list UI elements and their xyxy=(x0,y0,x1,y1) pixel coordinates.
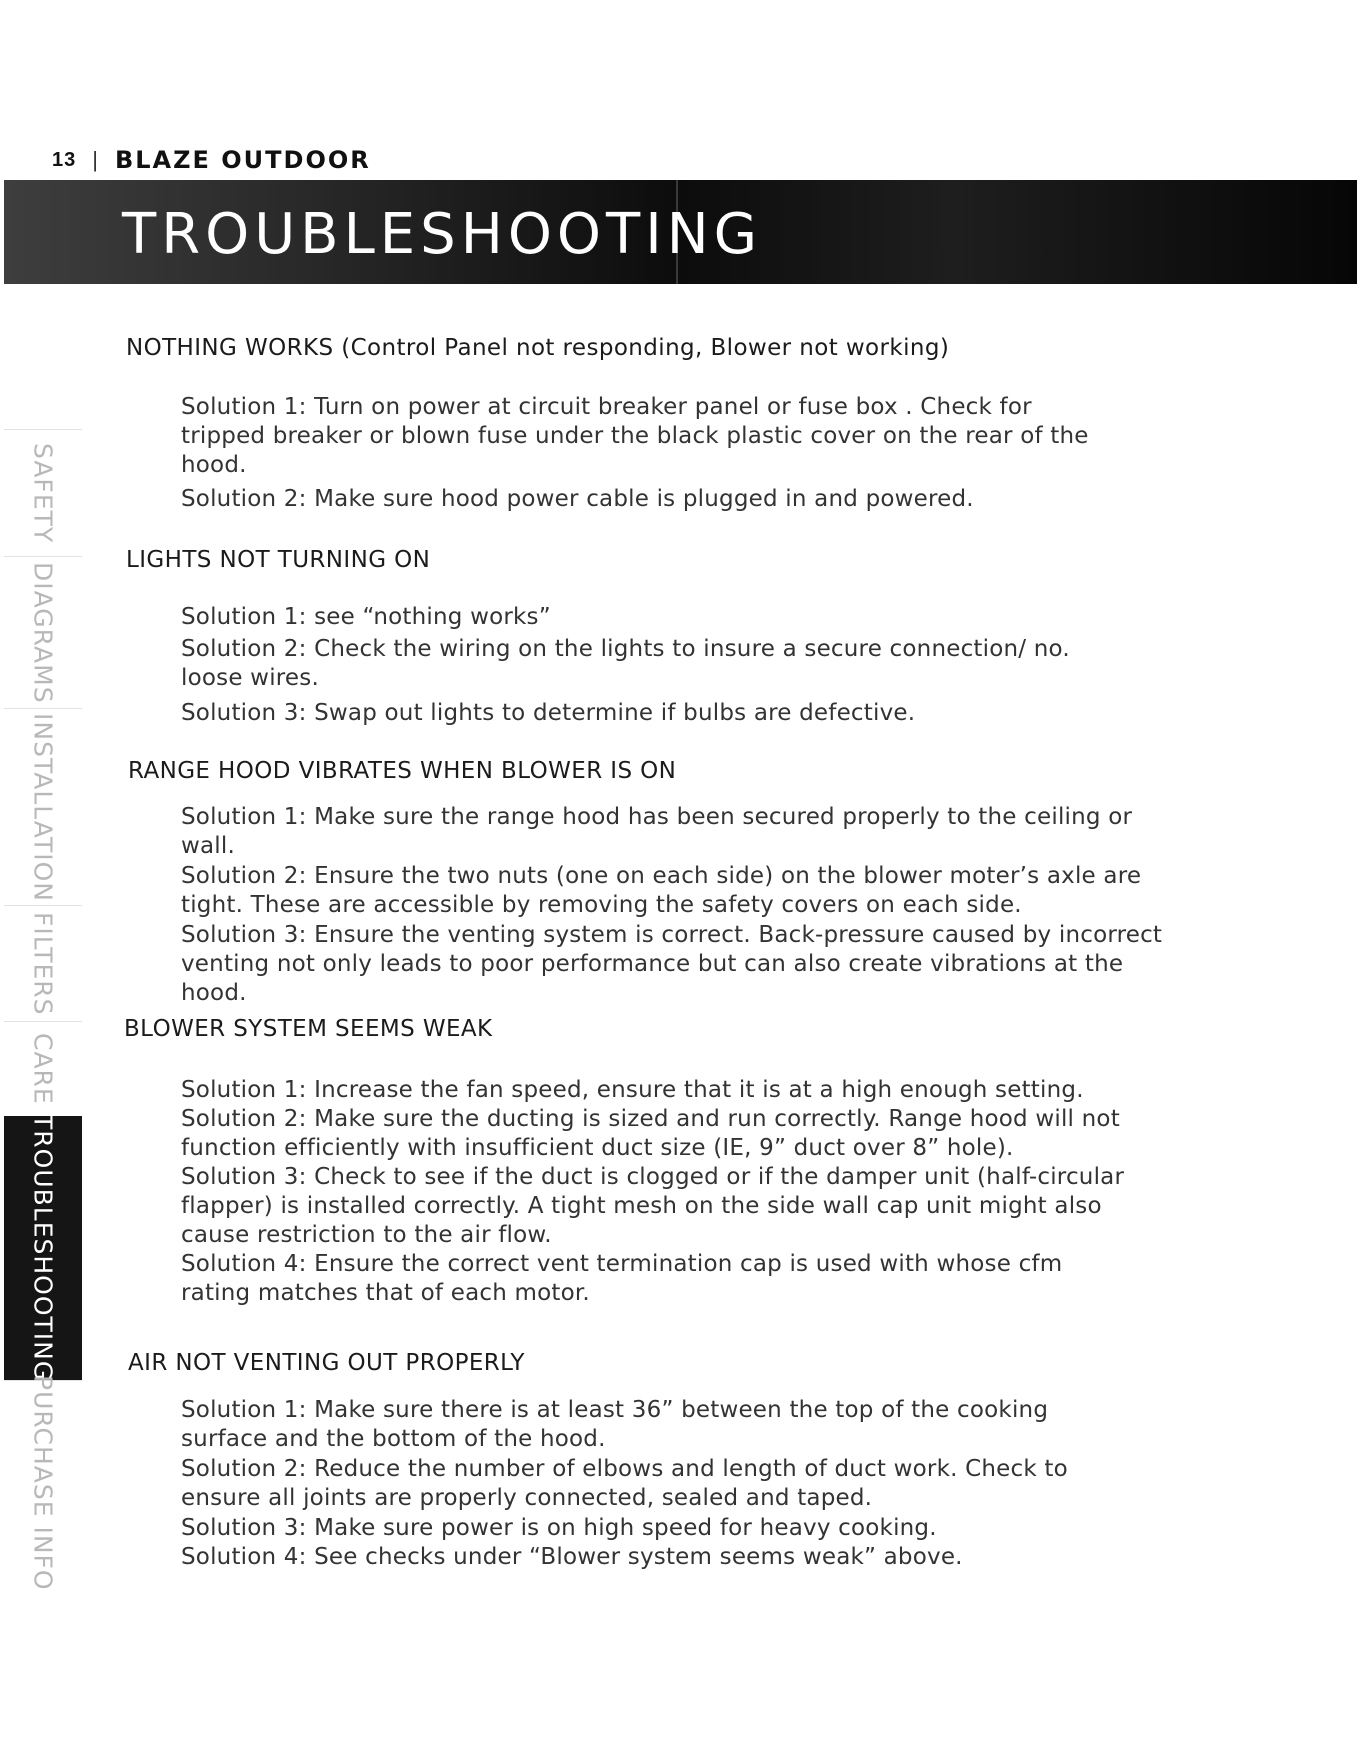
side-tab-label: INSTALLATION xyxy=(28,712,58,902)
side-tab-label: CARE xyxy=(28,1033,58,1105)
section-heading: AIR NOT VENTING OUT PROPERLY xyxy=(128,1350,525,1376)
side-tab-label: SAFETY xyxy=(28,442,58,544)
side-tab-care[interactable] xyxy=(4,1021,82,1116)
side-tab-safety[interactable] xyxy=(4,429,82,556)
side-tab-label: TROUBLESHOOTING xyxy=(28,1114,58,1382)
brand-name: BLAZE OUTDOOR xyxy=(114,146,371,174)
solution-text: Solution 3: Check to see if the duct is clogged or if the damper unit (half-circular flapper) is installed correctly. A tight mesh on the side wall cap unit might also cause restriction to the air flow. xyxy=(181,1164,1125,1248)
solution-text: Solution 1: Turn on power at circuit breaker panel or fuse box . Check for tripped breaker or blown fuse under the black plastic cover on the rear of the hood. xyxy=(181,394,1089,478)
section-heading: BLOWER SYSTEM SEEMS WEAK xyxy=(124,1016,493,1042)
side-tab-label: PURCHASE INFO xyxy=(28,1375,58,1591)
side-tab-label: FILTERS xyxy=(28,911,58,1016)
header-separator: | xyxy=(92,147,99,172)
solution-text: Solution 1: Increase the fan speed, ensure that it is at a high enough setting. xyxy=(181,1077,1084,1103)
solution-text: Solution 3: Ensure the venting system is correct. Back-pressure caused by incorrect venting not only leads to poor performance but can also create vibrations at the hood. xyxy=(181,922,1163,1006)
solution-text: Solution 2: Ensure the two nuts (one on each side) on the blower moter’s axle are tight. These are accessible by removing the safety covers on each side. xyxy=(181,863,1142,918)
solution-text: Solution 3: Make sure power is on high speed for heavy cooking. xyxy=(181,1515,937,1541)
solution-text: Solution 2: Make sure hood power cable is plugged in and powered. xyxy=(181,486,974,512)
solution-text: Solution 2: Reduce the number of elbows and length of duct work. Check to ensure all joints are properly connected, sealed and taped. xyxy=(181,1456,1068,1511)
side-tab-filters[interactable] xyxy=(4,905,82,1021)
solution-text: Solution 1: see “nothing works” xyxy=(181,604,551,630)
side-tab-installation[interactable] xyxy=(4,708,82,905)
solution-text: Solution 1: Make sure the range hood has been secured properly to the ceiling or wall. xyxy=(181,804,1133,859)
title-banner xyxy=(4,180,1357,284)
solution-text: Solution 1: Make sure there is at least 36” between the top of the cooking surface and the bottom of the hood. xyxy=(181,1397,1049,1452)
side-tab-label: DIAGRAMS xyxy=(28,561,58,704)
side-tab-troubleshooting[interactable] xyxy=(4,1116,82,1380)
side-tab-diagrams[interactable] xyxy=(4,556,82,708)
solution-text: Solution 2: Make sure the ducting is sized and run correctly. Range hood will not function efficiently with insufficient duct size (IE, 9” duct over 8” hole). xyxy=(181,1106,1120,1161)
section-heading: LIGHTS NOT TURNING ON xyxy=(126,547,431,573)
page-title: TROUBLESHOOTING xyxy=(122,202,763,267)
solution-text: Solution 2: Check the wiring on the lights to insure a secure connection/ no. loose wires. xyxy=(181,636,1070,691)
side-tab-purchase-info[interactable] xyxy=(4,1375,82,1591)
section-heading: NOTHING WORKS (Control Panel not responding, Blower not working) xyxy=(126,335,950,361)
solution-text: Solution 4: Ensure the correct vent termination cap is used with whose cfm rating matches that of each motor. xyxy=(181,1251,1063,1306)
section-side-tabs xyxy=(4,429,82,1591)
page-number: 13 xyxy=(52,148,77,171)
solution-text: Solution 4: See checks under “Blower system seems weak” above. xyxy=(181,1544,963,1570)
page-header xyxy=(52,146,371,174)
section-heading: RANGE HOOD VIBRATES WHEN BLOWER IS ON xyxy=(128,758,677,784)
solution-text: Solution 3: Swap out lights to determine if bulbs are defective. xyxy=(181,700,916,726)
